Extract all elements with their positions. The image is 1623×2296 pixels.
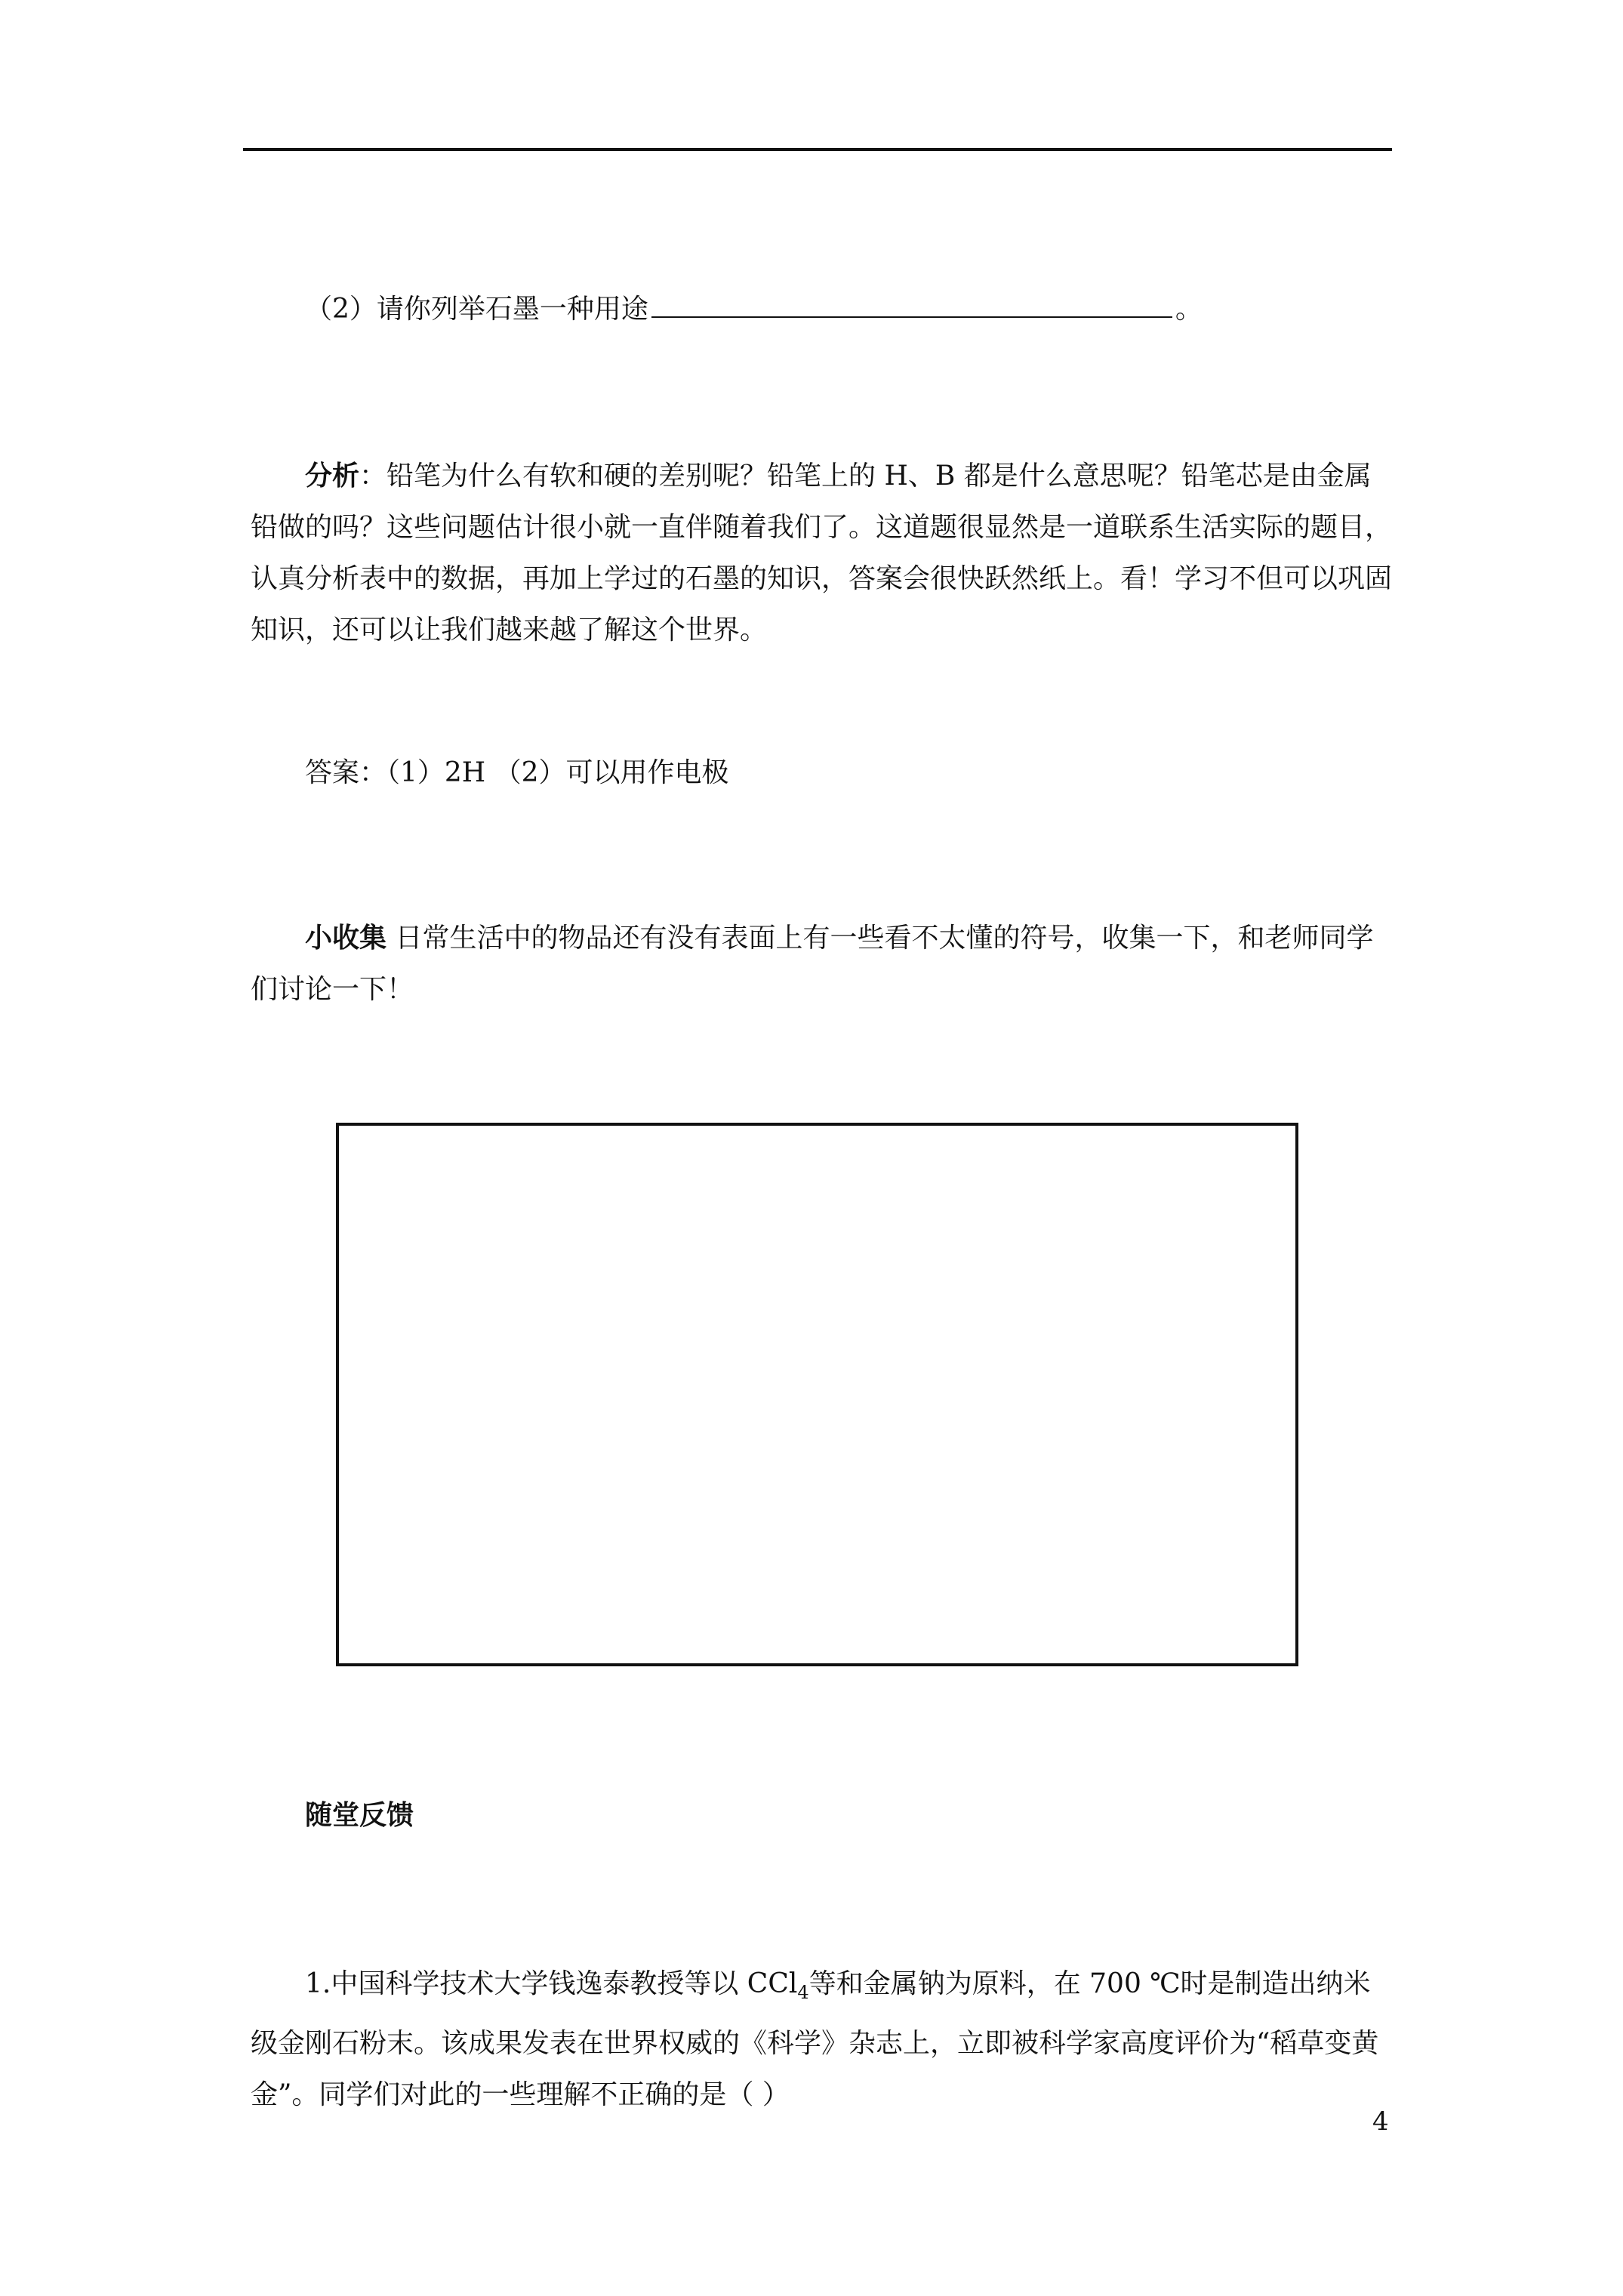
feedback-heading: 随堂反馈 [305, 1799, 414, 1831]
collect-box [336, 1123, 1298, 1666]
collect-text: 日常生活中的物品还有没有表面上有一些看不太懂的符号，收集一下，和老师同学们讨论一下！ [251, 923, 1374, 1005]
question-2 [251, 284, 1394, 335]
question-1 [251, 1959, 1394, 2121]
question-2-prefix: （2）请你列举石墨一种用途 [305, 294, 648, 325]
answer-text: 答案：（1）2H （2）可以用作电极 [305, 757, 729, 788]
question-1-part2: 等和金属钠为原料，在 700 ℃时是制造出纳米级金刚石粉末。该成果发表在世界权威的《科学》杂志上，立即被科学家高度评价为“稻草变黄金”。同学们对此的一些理解不正确的是（ ） [251, 1968, 1379, 2111]
answer-blank[interactable] [651, 289, 1172, 318]
header-rule [243, 148, 1392, 151]
analysis-paragraph [251, 450, 1394, 656]
question-1-subscript: 4 [797, 1982, 809, 2004]
question-1-part1: 1.中国科学技术大学钱逸泰教授等以 CCl [305, 1968, 798, 1999]
collect-paragraph [251, 912, 1394, 1015]
page-number: 4 [1372, 2106, 1389, 2137]
analysis-text: ：铅笔为什么有软和硬的差别呢？铅笔上的 H、B 都是什么意思呢？铅笔芯是由金属铅做的吗？这些问题估计很小就一直伴随着我们了。这道题很显然是一道联系生活实际的题目，认真分析表中的数据，再加上学过的石墨的知识，答案会很快跃然纸上。看！学习不但可以巩固知识，还可以让我们越来越了解这个世界。 [251, 461, 1393, 646]
question-2-suffix: 。 [1175, 294, 1203, 325]
collect-label: 小收集 [305, 922, 387, 954]
analysis-label: 分析 [305, 460, 360, 492]
answer-paragraph [251, 747, 1394, 799]
